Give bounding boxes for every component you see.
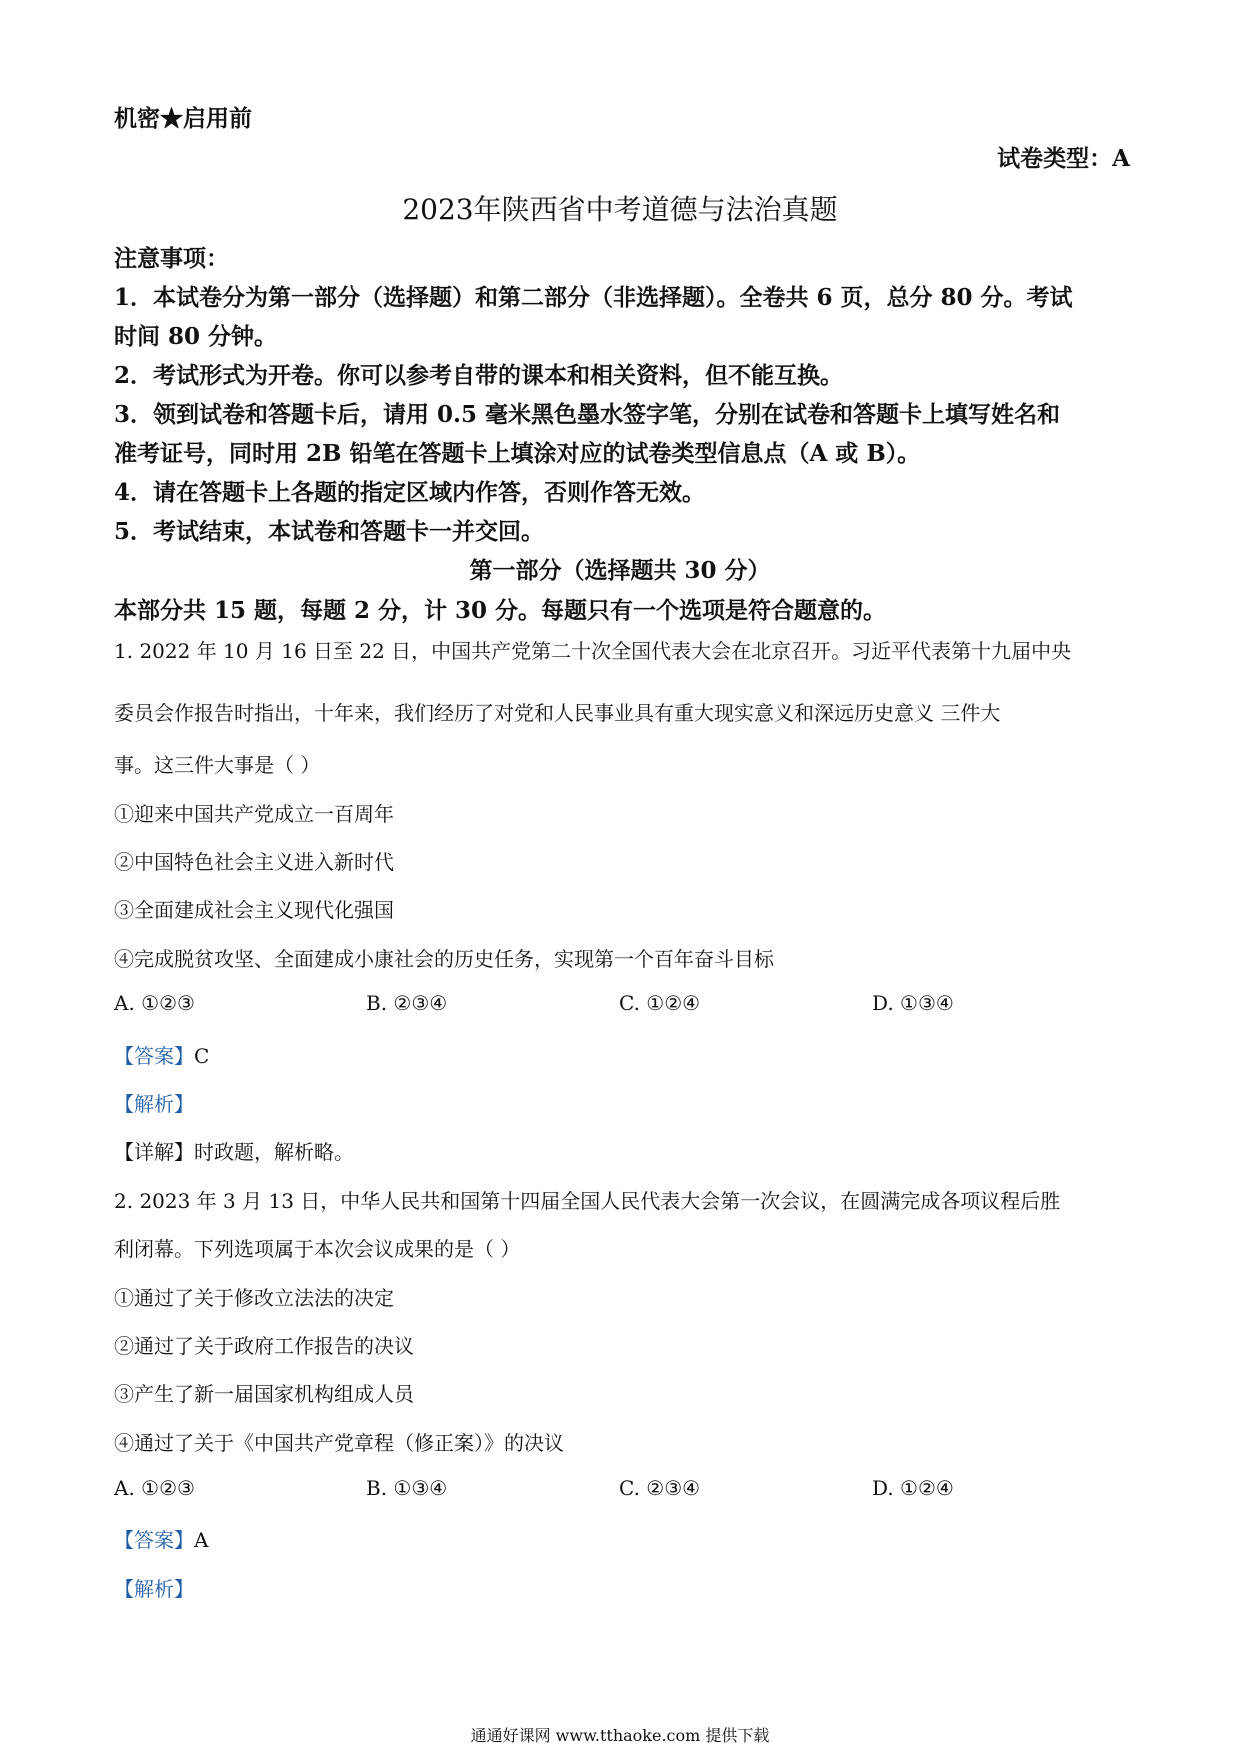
answer-value: A [194, 1528, 209, 1552]
q1-stem-line: 1. 2022 年 10 月 16 日至 22 日，中国共产党第二十次全国代表大会在北京召开。习近平代表第十九届中央 [114, 639, 1072, 663]
q2-stem-line: 利闭幕。下列选项属于本次会议成果的是（ ） [114, 1237, 521, 1261]
q2-analysis-tag: 【解析】 [114, 1577, 194, 1601]
q1-stem-line: 事。这三件大事是（ ） [114, 753, 321, 777]
page-footer: 通通好课网 www.tthaoke.com 提供下载 [470, 1726, 770, 1745]
notice-heading: 注意事项： [114, 245, 229, 272]
q2-option-a: A. ①②③ [114, 1476, 195, 1500]
q1-stem-line: 委员会作报告时指出，十年来，我们经历了对党和人民事业具有重大现实意义和深远历史意义 三件大 [114, 701, 1001, 725]
notice-item: 1．本试卷分为第一部分（选择题）和第二部分（非选择题）。全卷共 6 页，总分 80 分。考试 [114, 284, 1073, 311]
notice-item: 5．考试结束，本试卷和答题卡一并交回。 [114, 518, 545, 545]
notice-item: 4．请在答题卡上各题的指定区域内作答，否则作答无效。 [114, 479, 706, 506]
q1-item: ③全面建成社会主义现代化强国 [114, 898, 394, 922]
q2-option-d: D. ①②④ [872, 1476, 954, 1500]
q2-option-c: C. ②③④ [619, 1476, 701, 1500]
paper-type-label: 试卷类型：A [997, 145, 1130, 172]
q2-item: ①通过了关于修改立法法的决定 [114, 1286, 394, 1310]
q2-item: ②通过了关于政府工作报告的决议 [114, 1334, 414, 1358]
q2-option-b: B. ①③④ [366, 1476, 448, 1500]
answer-tag: 【答案】 [114, 1528, 194, 1552]
q1-item: ①迎来中国共产党成立一百周年 [114, 802, 394, 826]
q1-option-d: D. ①③④ [872, 991, 954, 1015]
q1-item: ②中国特色社会主义进入新时代 [114, 850, 394, 874]
q2-item: ④通过了关于《中国共产党章程（修正案）》的决议 [114, 1431, 564, 1455]
q1-analysis-tag: 【解析】 [114, 1092, 194, 1116]
q1-detail: 【详解】时政题，解析略。 [114, 1140, 354, 1164]
q1-answer [114, 1040, 209, 1069]
q1-option-b: B. ②③④ [366, 991, 448, 1015]
notice-item: 3．领到试卷和答题卡后，请用 0.5 毫米黑色墨水签字笔，分别在试卷和答题卡上填写姓名和 [114, 401, 1061, 428]
secret-label: 机密★启用前 [114, 105, 252, 132]
q2-answer [114, 1524, 208, 1553]
part1-instruction: 本部分共 15 题，每题 2 分，计 30 分。每题只有一个选项是符合题意的。 [114, 597, 887, 624]
q1-item: ④完成脱贫攻坚、全面建成小康社会的历史任务，实现第一个百年奋斗目标 [114, 947, 774, 971]
q1-option-a: A. ①②③ [114, 991, 195, 1015]
answer-value: C [194, 1044, 210, 1068]
part1-heading: 第一部分（选择题共 30 分） [469, 557, 771, 584]
notice-item: 准考证号，同时用 2B 铅笔在答题卡上填涂对应的试卷类型信息点（A 或 B）。 [114, 440, 921, 467]
q2-item: ③产生了新一届国家机构组成人员 [114, 1382, 414, 1406]
notice-item: 2．考试形式为开卷。你可以参考自带的课本和相关资料，但不能互换。 [114, 362, 844, 389]
notice-item: 时间 80 分钟。 [114, 323, 278, 350]
q1-option-c: C. ①②④ [619, 991, 701, 1015]
page-title: 2023年陕西省中考道德与法治真题 [402, 193, 838, 226]
q2-stem-line: 2. 2023 年 3 月 13 日，中华人民共和国第十四届全国人民代表大会第一次会议，在圆满完成各项议程后胜 [114, 1189, 1061, 1213]
answer-tag: 【答案】 [114, 1044, 194, 1068]
